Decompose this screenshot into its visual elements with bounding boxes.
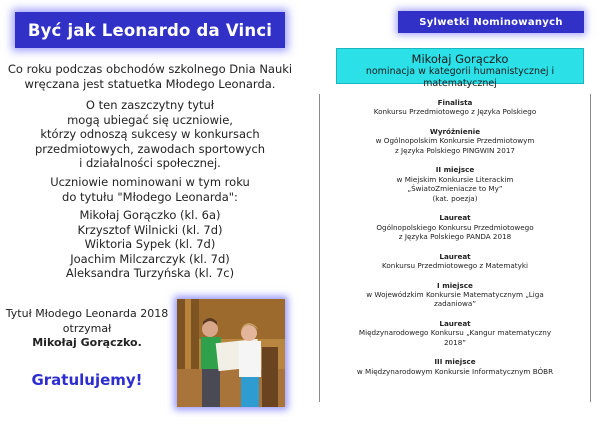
nominees-badge [398,11,584,33]
intro-line: wręczana jest statuetka Młodego Leonarda. [24,76,276,91]
award-title: I miejsce [437,280,473,290]
award-line: otrzymał [62,321,112,335]
nominee-item: Mikołaj Gorączko (kl. 6a) [79,208,221,222]
page-title: Być jak Leonardo da Vinci [27,20,273,40]
intro-line: którzy odnoszą sukcesy w konkursach [40,127,260,141]
award-title: Laureat [439,319,471,329]
intro-paragraph-2 [0,98,300,171]
badge-label: Sylwetki Nominowanych [419,16,563,28]
award-title: Finalista [437,98,473,107]
award-title: Laureat [439,251,471,261]
award-item [319,165,591,203]
nominee-item: Joachim Milczarczyk (kl. 7d) [70,251,230,266]
award-item [319,98,591,117]
award-title: III miejsce [434,357,476,367]
award-item [319,252,591,271]
intro-line: Uczniowie nominowani w tym roku [50,175,250,189]
intro-line: do tytułu "Młodego Leonarda": [62,189,238,204]
nominee-item: Krzysztof Wilnicki (kl. 7d) [77,222,223,237]
nominee-item: Aleksandra Turzyńska (kl. 7c) [65,266,235,281]
award-item [319,281,591,309]
intro-paragraph-1 [0,62,300,91]
intro-line: O ten zaszczytny tytuł [85,98,215,112]
intro-line: mogą ubiegać się uczniowie, [67,112,233,127]
intro-line: przedmiotowych, zawodach sportowych [34,141,266,156]
nominee-name: Mikołaj Gorączko [411,52,509,66]
award-winner: Mikołaj Gorączko. [32,336,142,349]
award-item [319,319,591,347]
award-line: Tytuł Młodego Leonarda 2018 [5,307,169,320]
award-description: w Międzynarodowym Konkursie Informatycznym BÓBR [356,366,554,376]
nominee-item: Wiktoria Sypek (kl. 7d) [84,237,216,252]
nominee-header [336,48,584,89]
nominee-list [0,208,300,281]
award-announcement [0,307,174,351]
award-description: w Miejskim Konkursie Literackim „ŚwiatoZmieniacze to My” (kat. poezja) [396,174,514,203]
award-description: Konkursu Przedmiotowego z Matematyki [382,261,528,271]
award-title: Laureat [439,213,471,223]
award-description: w Ogólnopolskim Konkursie Przedmiotowym z Języka Polskiego PINGWIN 2017 [375,136,535,155]
award-description: Międzynarodowego Konkursu „Kangur matematyczny 2018” [358,328,552,347]
award-title: Wyróżnienie [429,127,481,136]
awards-list [319,98,591,386]
award-photo-illustration [177,299,285,407]
intro-line: i działalności społecznej. [79,156,221,170]
award-item [319,357,591,376]
intro-paragraph-3 [0,175,300,204]
award-description: Konkursu Przedmiotowego z Języka Polskiego [373,107,537,117]
congratulations-text: Gratulujemy! [31,371,143,389]
intro-line: Co roku podczas obchodów szkolnego Dnia Nauki [7,62,293,76]
award-description: Ogólnopolskiego Konkursu Przedmiotowego z Języka Polskiego PANDA 2018 [376,222,534,242]
award-title: II miejsce [435,165,475,175]
award-item [319,213,591,241]
nominee-subtitle: nominacja w kategorii humanistycznej i matematycznej [365,66,555,89]
title-banner [15,12,285,48]
award-item [319,127,591,155]
award-photo [177,299,285,407]
award-description: w Wojewódzkim Konkursie Matematycznym „Liga zadaniowa” [366,290,544,309]
